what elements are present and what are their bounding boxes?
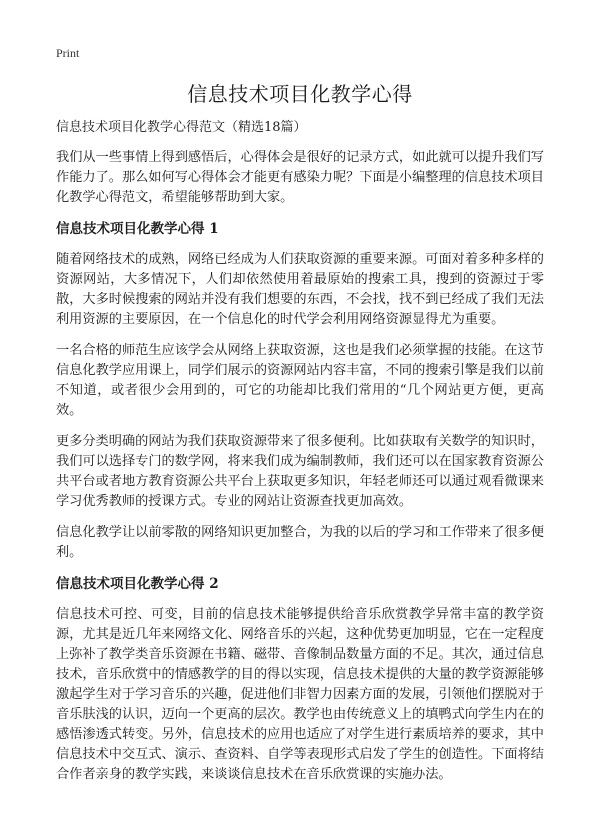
section-paragraph: 信息化教学让以前零散的网络知识更加整合，为我的以后的学习和工作带来了很多便利。 xyxy=(56,525,544,560)
print-link[interactable]: Print xyxy=(56,46,80,60)
page-title: 信息技术项目化教学心得 xyxy=(187,82,413,106)
document-body xyxy=(56,118,544,796)
section-paragraph: 一名合格的师范生应该学会从网络上获取资源，这也是我们必须掌握的技能。在这节信息化教学应用课上，同学们展示的资源网站内容丰富，不同的搜索引擎是我们以前不知道，或者很少会用到的，可它的功能却比我们常用的“几个网站更方便，更高效。 xyxy=(56,343,544,418)
section-heading: 信息技术项目化教学心得 2 xyxy=(56,576,219,592)
document-subtitle: 信息技术项目化教学心得范文（精选18篇） xyxy=(56,120,307,135)
intro-paragraph: 我们从一些事情上得到感悟后，心得体会是很好的记录方式，如此就可以提升我们写作能力了。那么如何写心得体会才能更有感染力呢？下面是小编整理的信息技术项目化教学心得范文，希望能够帮助到大家。 xyxy=(56,150,544,205)
section-heading: 信息技术项目化教学心得 1 xyxy=(56,221,219,237)
section-paragraph: 信息技术可控、可变，目前的信息技术能够提供给音乐欣赏教学异常丰富的教学资源，尤其是近几年来网络文化、网络音乐的兴起，这种优势更加明显，它在一定程度上弥补了教学类音乐资源在书籍、磁带、音像制品数量方面的不足。其次，通过信息技术，音乐欣赏中的情感教学的目的得以实现，信息技术提供的大量的教学资源能够激起学生对于学习音乐的兴趣，促进他们非智力因素方面的发展，引领他们摆脱对于音乐肤浅的认识，迈向一个更高的层次。教学也由传统意义上的填鸭式向学生内在的感悟渗透式转变。另外，信息技术的应用也适应了对学生进行素质培养的要求，其中信息技术中交互式、演示、查资料、自学等表现形式启发了学生的创造性。下面将结合作者亲身的教学实践，来谈谈信息技术在音乐欣赏课的实施办法。 xyxy=(56,607,544,782)
section-paragraph: 更多分类明确的网站为我们获取资源带来了很多便利。比如获取有关数学的知识时，我们可以选择专门的数学网，将来我们成为编制教师，我们还可以在国家教育资源公共平台或者地方教育资源公共平台上获取更多知识，年轻老师还可以通过观看微课来学习优秀教师的授课方式。专业的网站让资源查找更加高效。 xyxy=(56,434,544,509)
section-paragraph: 随着网络技术的成熟，网络已经成为人们获取资源的重要来源。可面对着多种多样的资源网站，大多情况下，人们却依然使用着最原始的搜索工具，搜到的资源过于零散，大多时候搜索的网站并没有我们想要的东西，不会找，找不到已经成了我们无法利用资源的主要原因，在一个信息化的时代学会利用网络资源显得尤为重要。 xyxy=(56,252,544,327)
